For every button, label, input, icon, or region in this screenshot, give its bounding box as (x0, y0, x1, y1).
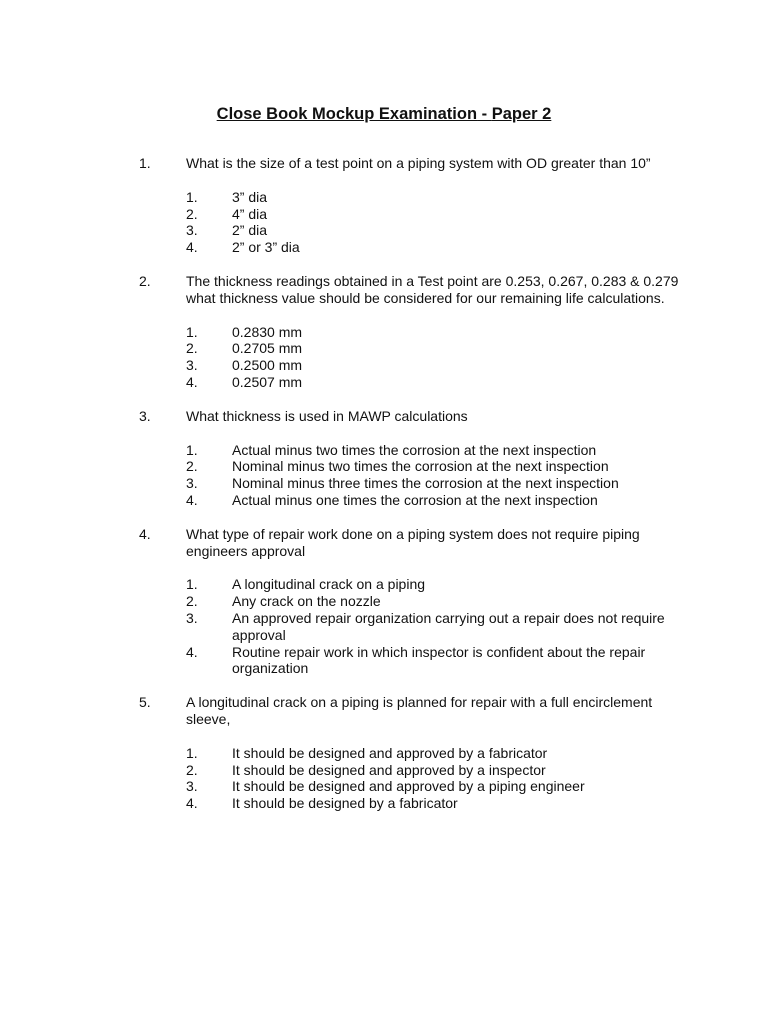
option-item (0, 610, 768, 644)
option-item (0, 324, 768, 341)
option-number: 1. (186, 188, 198, 205)
option-number: 4. (186, 491, 198, 508)
option-item (0, 475, 768, 492)
option-text: 0.2705 mm (232, 340, 303, 357)
question-text: What thickness is used in MAWP calculations (186, 407, 468, 424)
option-item (0, 374, 768, 391)
option-number: 3. (186, 357, 198, 374)
option-number: 3. (186, 778, 198, 795)
option-text: Routine repair work in which inspector is confident about the repair organization (232, 643, 646, 677)
page-title (0, 103, 768, 125)
option-number: 1. (186, 576, 198, 593)
option-item (0, 189, 768, 206)
question-4 (0, 526, 768, 677)
option-number: 3. (186, 609, 198, 626)
question-text: What type of repair work done on a piping system does not require piping engineers approval (186, 525, 640, 559)
option-list (0, 324, 768, 391)
option-item (0, 492, 768, 509)
question-text: A longitudinal crack on a piping is planned for repair with a full encirclement sleeve, (186, 694, 653, 727)
question-text: The thickness readings obtained in a Test point are 0.253, 0.267, 0.283 & 0.279 what thickness value should be considered for our remaining life calculations. (186, 272, 679, 306)
option-number: 4. (186, 239, 198, 256)
option-item (0, 762, 768, 779)
option-item (0, 357, 768, 374)
option-item (0, 576, 768, 593)
option-number: 2. (186, 458, 198, 475)
option-text: Any crack on the nozzle (232, 593, 381, 610)
option-item (0, 593, 768, 610)
option-number: 4. (186, 795, 198, 812)
option-item (0, 745, 768, 762)
option-item (0, 239, 768, 256)
option-text: It should be designed and approved by a piping engineer (232, 778, 585, 795)
option-text: An approved repair organization carrying out a repair does not require approval (232, 609, 665, 643)
option-list (0, 442, 768, 509)
question-2 (0, 273, 768, 391)
option-list (0, 745, 768, 812)
option-number: 2. (186, 761, 198, 778)
title-paper: Paper 2 (491, 105, 552, 123)
option-number: 1. (186, 441, 198, 458)
option-item (0, 458, 768, 475)
question-3 (0, 408, 768, 509)
option-text: It should be designed by a fabricator (232, 795, 458, 812)
question-number: 2. (139, 272, 151, 289)
question-number: 3. (139, 407, 151, 424)
question-number: 1. (139, 155, 151, 171)
option-item (0, 206, 768, 223)
option-text: Actual minus two times the corrosion at the next inspection (232, 441, 597, 458)
question-number: 4. (139, 525, 151, 542)
option-text: 2” or 3” dia (232, 239, 300, 256)
option-text: 0.2830 mm (232, 323, 303, 340)
option-list (0, 189, 768, 256)
option-text: It should be designed and approved by a inspector (232, 761, 546, 778)
option-item (0, 340, 768, 357)
question-5 (0, 694, 768, 812)
option-item (0, 222, 768, 239)
option-text: 0.2507 mm (232, 373, 303, 390)
option-number: 1. (186, 323, 198, 340)
question-number: 5. (139, 694, 151, 711)
option-item (0, 644, 768, 678)
option-text: It should be designed and approved by a fabricator (232, 744, 548, 761)
option-text: Nominal minus three times the corrosion at the next inspection (232, 475, 619, 492)
option-number: 3. (186, 475, 198, 492)
option-number: 3. (186, 222, 198, 239)
option-text: 2” dia (232, 222, 268, 239)
option-text: Actual minus one times the corrosion at the next inspection (232, 491, 598, 508)
option-text: 0.2500 mm (232, 357, 303, 374)
title-main: Close Book Mockup Examination (216, 105, 478, 123)
option-item (0, 778, 768, 795)
option-item (0, 795, 768, 812)
option-number: 2. (186, 340, 198, 357)
option-number: 4. (186, 373, 198, 390)
question-text: What is the size of a test point on a piping system with OD greater than 10” (186, 155, 651, 171)
option-number: 2. (186, 205, 198, 222)
option-number: 1. (186, 744, 198, 761)
option-text: 4” dia (232, 205, 268, 222)
option-text: Nominal minus two times the corrosion at the next inspection (232, 458, 609, 475)
option-number: 4. (186, 643, 198, 660)
option-number: 2. (186, 593, 198, 610)
option-text: A longitudinal crack on a piping (232, 576, 426, 593)
title-separator: - (477, 105, 492, 123)
option-item (0, 442, 768, 459)
question-list (0, 155, 768, 829)
option-list (0, 576, 768, 677)
option-text: 3” dia (232, 188, 268, 205)
question-1 (0, 155, 768, 256)
